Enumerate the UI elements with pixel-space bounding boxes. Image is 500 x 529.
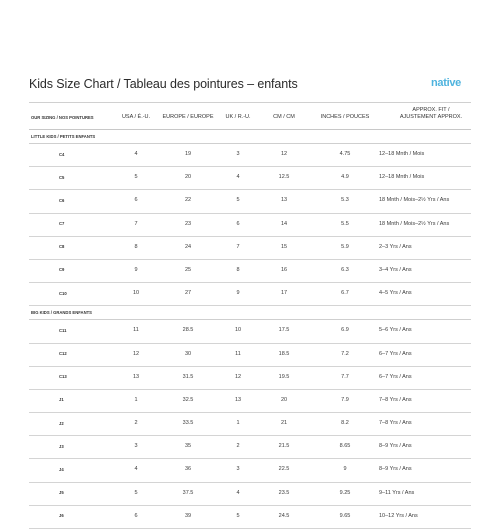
europe-size: 22 [184, 197, 192, 204]
approx-fit: 7–8 Yrs / Ans [379, 420, 412, 427]
section-header [29, 130, 471, 144]
cm-value: 21.5 [278, 443, 290, 450]
uk-size: 12 [234, 373, 242, 380]
uk-size: 9 [236, 290, 240, 297]
size-code: C5 [59, 174, 65, 180]
europe-size: 27 [184, 290, 192, 297]
approx-fit: 6–7 Yrs / Ans [379, 373, 412, 380]
header-usa: USA / É.-U. [121, 114, 151, 120]
size-code: C9 [59, 267, 65, 273]
approx-fit: 9–11 Yrs / Ans [379, 489, 415, 496]
approx-fit: 18 Mnth / Mois–2½ Yrs / Ans [379, 197, 450, 204]
usa-size: 1 [134, 396, 138, 403]
europe-size: 37.5 [182, 489, 194, 496]
cm-value: 23.5 [278, 489, 290, 496]
table-row [29, 367, 471, 390]
inches-value: 8.65 [339, 443, 351, 450]
cm-value: 17 [280, 290, 288, 297]
table-row [29, 144, 471, 167]
size-code: C12 [59, 351, 67, 356]
page-title: Kids Size Chart / Tableau des pointures – enfants [29, 77, 298, 91]
size-code: J2 [59, 420, 64, 426]
table-row [29, 459, 471, 482]
size-code: J4 [59, 466, 64, 472]
europe-size: 24 [184, 243, 192, 250]
section-header [29, 306, 471, 320]
header-approx-fit [400, 107, 462, 121]
cm-value: 21 [280, 420, 288, 427]
uk-size: 5 [236, 512, 240, 519]
table-row [29, 190, 471, 213]
size-code: C7 [59, 221, 65, 227]
usa-size: 10 [132, 290, 140, 297]
cm-value: 22.5 [278, 466, 290, 473]
approx-fit: 7–8 Yrs / Ans [379, 396, 412, 403]
cm-value: 12 [280, 151, 288, 157]
inches-value: 5.3 [341, 197, 349, 204]
usa-size: 5 [134, 174, 138, 181]
uk-size: 10 [234, 327, 242, 334]
size-code: J3 [59, 443, 64, 449]
table-row [29, 237, 471, 260]
size-code: C8 [59, 244, 65, 250]
header-fit-line2: AJUSTEMENT APPROX. [399, 114, 463, 120]
europe-size: 33.5 [182, 420, 194, 427]
table-row [29, 283, 471, 306]
inches-value: 7.7 [341, 373, 349, 380]
approx-fit: 3–4 Yrs / Ans [379, 266, 412, 273]
europe-size: 19 [184, 151, 192, 157]
inches-value: 6.3 [341, 266, 349, 273]
size-code: C13 [59, 374, 67, 380]
approx-fit: 8–9 Yrs / Ans [379, 466, 412, 473]
usa-size: 4 [134, 466, 138, 473]
cm-value: 24.5 [278, 512, 290, 519]
table-row [29, 344, 471, 367]
brand-logo: native [431, 77, 461, 89]
cm-value: 12.5 [278, 174, 290, 181]
cm-value: 15 [280, 243, 288, 250]
size-table [29, 102, 471, 529]
inches-value: 6.7 [341, 290, 349, 297]
approx-fit: 12–18 Mnth / Mois [379, 151, 425, 157]
uk-size: 11 [235, 350, 241, 357]
europe-size: 28.5 [182, 327, 194, 334]
uk-size: 6 [236, 220, 240, 227]
table-row [29, 167, 471, 190]
approx-fit: 4–5 Yrs / Ans [379, 290, 412, 297]
approx-fit: 10–12 Yrs / Ans [379, 512, 418, 519]
europe-size: 20 [184, 174, 192, 181]
inches-value: 5.5 [341, 220, 349, 227]
cm-value: 17.5 [278, 327, 290, 334]
europe-size: 25 [184, 266, 192, 273]
section-label: LITTLE KIDS / PETITS ENFANTS [31, 134, 96, 139]
usa-size: 7 [134, 220, 138, 227]
size-code: J6 [59, 513, 64, 519]
approx-fit: 8–9 Yrs / Ans [379, 443, 412, 450]
usa-size: 9 [134, 266, 138, 273]
size-code: C4 [59, 151, 65, 157]
europe-size: 32.5 [182, 396, 194, 403]
inches-value: 6.9 [341, 327, 349, 334]
header-our-sizing: OUR SIZING / NOS POINTURES [31, 115, 94, 120]
size-code: J1 [59, 397, 64, 403]
europe-size: 39 [184, 512, 192, 519]
uk-size: 3 [236, 151, 240, 157]
usa-size: 3 [134, 443, 138, 450]
cm-value: 18.5 [278, 350, 290, 357]
europe-size: 23 [184, 220, 192, 227]
uk-size: 2 [236, 443, 240, 450]
uk-size: 5 [236, 197, 240, 204]
inches-value: 4.9 [341, 174, 349, 181]
inches-value: 5.9 [341, 243, 349, 250]
section-label: BIG KIDS / GRANDS ENFANTS [31, 310, 92, 316]
table-row [29, 436, 471, 459]
size-code: J5 [59, 490, 64, 496]
table-row [29, 260, 471, 283]
approx-fit: 12–18 Mnth / Mois [379, 174, 425, 181]
usa-size: 5 [134, 489, 138, 496]
size-code: C11 [59, 327, 67, 333]
header-fit-line1: APPROX. FIT / [412, 107, 450, 113]
europe-size: 35 [184, 443, 192, 450]
table-row [29, 506, 471, 529]
usa-size: 6 [134, 512, 138, 519]
uk-size: 7 [236, 243, 240, 250]
approx-fit: 6–7 Yrs / Ans [379, 350, 412, 357]
uk-size: 4 [236, 489, 240, 496]
table-row [29, 320, 471, 343]
size-code: C10 [59, 290, 67, 296]
usa-size: 8 [134, 243, 138, 250]
approx-fit: 2–3 Yrs / Ans [379, 243, 412, 250]
europe-size: 30 [184, 350, 192, 357]
usa-size: 4 [134, 151, 138, 157]
table-row [29, 413, 471, 436]
europe-size: 36 [184, 466, 192, 473]
inches-value: 8.2 [341, 420, 349, 427]
table-body [29, 130, 471, 529]
usa-size: 13 [132, 373, 140, 380]
uk-size: 4 [236, 174, 240, 181]
usa-size: 2 [134, 420, 138, 427]
cm-value: 16 [280, 266, 288, 273]
inches-value: 9.25 [339, 489, 351, 496]
header-uk: UK / R.-U. [225, 114, 251, 120]
uk-size: 1 [236, 420, 240, 427]
usa-size: 6 [134, 197, 138, 204]
usa-size: 11 [133, 327, 139, 334]
header-europe: EUROPE / EUROPE [162, 114, 214, 120]
cm-value: 13 [280, 197, 288, 204]
table-row [29, 390, 471, 413]
inches-value: 7.9 [341, 396, 349, 403]
inches-value: 9.65 [339, 512, 351, 519]
inches-value: 4.75 [339, 151, 351, 157]
cm-value: 20 [280, 396, 288, 403]
table-header-row [29, 103, 471, 130]
uk-size: 13 [234, 396, 242, 403]
header-cm: CM / CM [273, 114, 295, 120]
approx-fit: 5–6 Yrs / Ans [379, 327, 412, 334]
cm-value: 19.5 [278, 373, 290, 380]
cm-value: 14 [280, 220, 288, 227]
chart-header [29, 77, 461, 95]
inches-value: 7.2 [341, 350, 349, 357]
table-row [29, 483, 471, 506]
inches-value: 9 [343, 466, 347, 473]
table-row [29, 214, 471, 237]
usa-size: 12 [132, 350, 140, 357]
uk-size: 8 [236, 266, 240, 273]
approx-fit: 18 Mnth / Mois–2½ Yrs / Ans [379, 220, 450, 227]
uk-size: 3 [236, 466, 240, 473]
europe-size: 31.5 [182, 373, 194, 380]
size-code: C6 [59, 197, 65, 203]
header-inches: INCHES / POUCES [320, 114, 370, 120]
